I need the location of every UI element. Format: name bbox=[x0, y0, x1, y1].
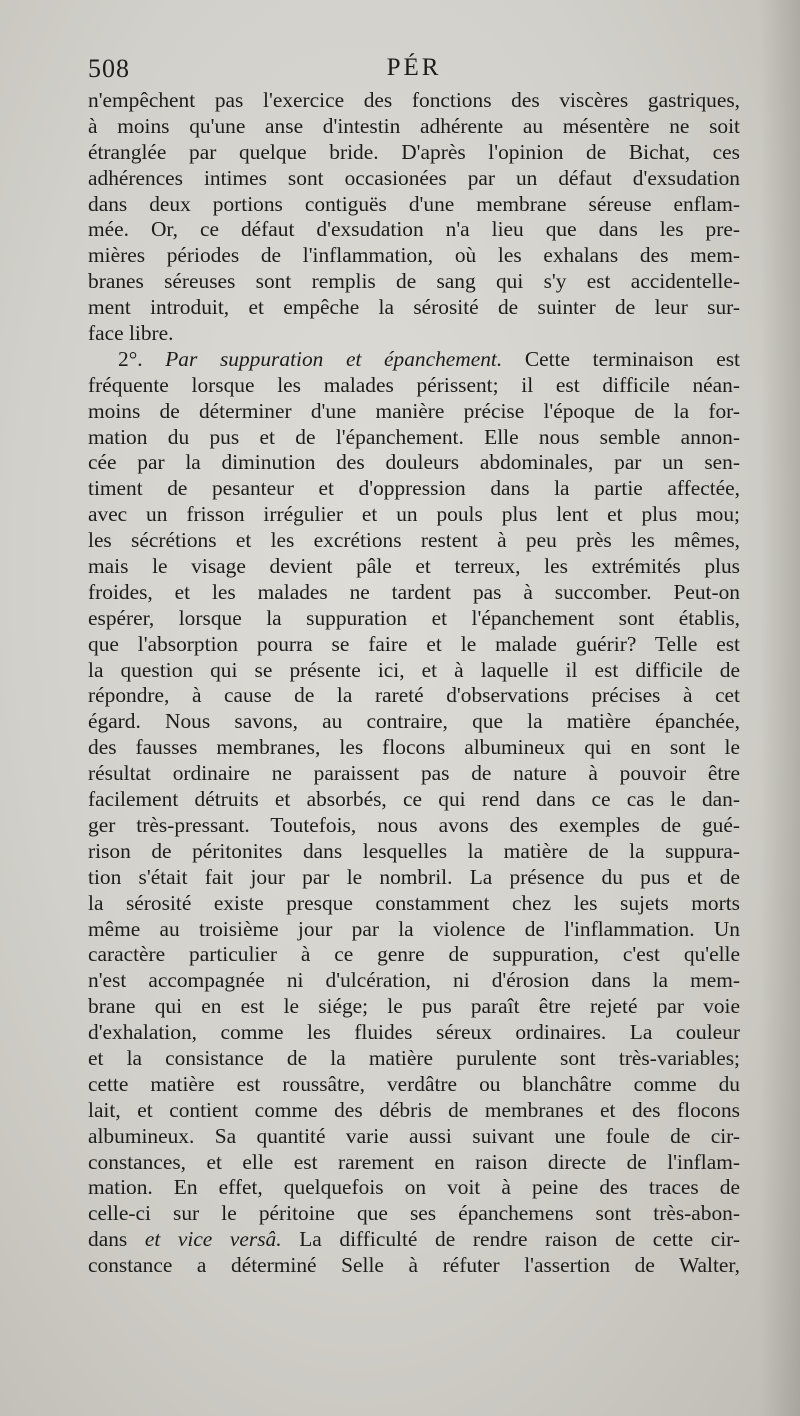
text-segment: constances, et elle est rarement en raison directe de l'inflam- bbox=[88, 1149, 740, 1174]
text-line bbox=[88, 528, 740, 554]
text-segment: répondre, à cause de la rareté d'observations précises à cet bbox=[88, 683, 740, 708]
text-segment: face libre. bbox=[88, 321, 174, 346]
body-text bbox=[88, 88, 740, 1279]
italic-text: Par suppuration et épanchement. bbox=[165, 346, 503, 371]
text-segment: dans bbox=[88, 1227, 145, 1252]
text-segment: ger très-pressant. Toutefois, nous avons des exemples de gué- bbox=[88, 812, 740, 837]
text-segment: branes séreuses sont remplis de sang qui s'y est accidentelle- bbox=[88, 269, 740, 294]
text-line bbox=[88, 1072, 740, 1098]
text-line bbox=[88, 580, 740, 606]
text-segment: espérer, lorsque la suppuration et l'épanchement sont établis, bbox=[88, 605, 740, 630]
page-header bbox=[88, 54, 740, 88]
text-line bbox=[88, 321, 740, 347]
text-line bbox=[88, 1150, 740, 1176]
text-segment: des fausses membranes, les flocons albumineux qui en sont le bbox=[88, 735, 740, 760]
text-segment: albumineux. Sa quantité varie aussi suivant une foule de cir- bbox=[88, 1123, 740, 1148]
text-segment: 2°. bbox=[118, 346, 166, 371]
text-line bbox=[88, 865, 740, 891]
text-line bbox=[88, 683, 740, 709]
text-line bbox=[88, 1124, 740, 1150]
text-line bbox=[88, 192, 740, 218]
text-segment: caractère particulier à ce genre de suppuration, c'est qu'elle bbox=[88, 942, 740, 967]
text-segment: résultat ordinaire ne paraissent pas de nature à pouvoir être bbox=[88, 761, 740, 786]
italic-text: et vice versâ. bbox=[144, 1227, 282, 1252]
text-segment: rison de péritonites dans lesquelles la matière de la suppura- bbox=[88, 838, 740, 863]
text-line bbox=[88, 735, 740, 761]
text-segment: celle-ci sur le péritoine que ses épanchemens sont très-abon- bbox=[88, 1201, 740, 1226]
text-line bbox=[88, 166, 740, 192]
text-segment: froides, et les malades ne tardent pas à succomber. Peut-on bbox=[88, 579, 740, 604]
text-segment: moins de déterminer d'une manière précise l'époque de la for- bbox=[88, 398, 740, 423]
text-segment: constance a déterminé Selle à réfuter l'assertion de Walter, bbox=[88, 1253, 740, 1278]
text-segment: étranglée par quelque bride. D'après l'opinion de Bichat, ces bbox=[88, 139, 740, 164]
text-line bbox=[88, 787, 740, 813]
text-line bbox=[88, 917, 740, 943]
text-segment: égard. Nous savons, au contraire, que la matière épanchée, bbox=[88, 709, 740, 734]
text-line bbox=[88, 450, 740, 476]
text-segment: timent de pesanteur et d'oppression dans la partie affectée, bbox=[88, 476, 740, 501]
text-segment: mais le visage devient pâle et terreux, les extrémités plus bbox=[88, 554, 740, 579]
text-segment: la sérosité existe presque constamment chez les sujets morts bbox=[88, 890, 740, 915]
text-segment: mation du pus et de l'épanchement. Elle nous semble annon- bbox=[88, 424, 740, 449]
text-segment: mières périodes de l'inflammation, où les exhalans des mem- bbox=[88, 243, 740, 268]
text-line bbox=[88, 709, 740, 735]
text-line bbox=[88, 243, 740, 269]
text-line bbox=[88, 399, 740, 425]
text-segment: lait, et contient comme des débris de membranes et des flocons bbox=[88, 1097, 740, 1122]
text-segment: n'empêchent pas l'exercice des fonctions des viscères gastriques, bbox=[88, 88, 740, 112]
text-line bbox=[88, 217, 740, 243]
text-line bbox=[88, 942, 740, 968]
text-segment: n'est accompagnée ni d'ulcération, ni d'érosion dans la mem- bbox=[88, 968, 740, 993]
text-line bbox=[88, 1046, 740, 1072]
text-segment: adhérences intimes sont occasionées par un défaut d'exsudation bbox=[88, 165, 740, 190]
text-line bbox=[88, 88, 740, 114]
text-segment: tion s'était fait jour par le nombril. La présence du pus et de bbox=[88, 864, 740, 889]
text-segment: mation. En effet, quelquefois on voit à peine des traces de bbox=[88, 1175, 740, 1200]
text-line bbox=[88, 839, 740, 865]
text-line bbox=[88, 891, 740, 917]
text-segment: la question qui se présente ici, et à laquelle il est difficile de bbox=[88, 657, 740, 682]
text-line bbox=[88, 347, 740, 373]
text-segment: facilement détruits et absorbés, ce qui rend dans ce cas le dan- bbox=[88, 787, 740, 812]
text-line bbox=[88, 295, 740, 321]
text-line bbox=[88, 1253, 740, 1279]
text-line bbox=[88, 813, 740, 839]
text-segment: dans deux portions contiguës d'une membrane séreuse enflam- bbox=[88, 191, 740, 216]
text-line bbox=[88, 1175, 740, 1201]
text-segment: cette matière est roussâtre, verdâtre ou blanchâtre comme du bbox=[88, 1071, 740, 1096]
text-line bbox=[88, 1020, 740, 1046]
page-edge-shadow bbox=[760, 0, 800, 1416]
text-line bbox=[88, 502, 740, 528]
text-segment: ment introduit, et empêche la sérosité de suinter de leur sur- bbox=[88, 295, 740, 320]
text-line bbox=[88, 1098, 740, 1124]
text-segment: brane qui en est le siége; le pus paraît être rejeté par voie bbox=[88, 994, 740, 1019]
text-line bbox=[88, 761, 740, 787]
text-line bbox=[88, 632, 740, 658]
text-line bbox=[88, 994, 740, 1020]
text-segment: La difficulté de rendre raison de cette cir- bbox=[281, 1227, 740, 1252]
text-segment: les sécrétions et les excrétions restent à peu près les mêmes, bbox=[88, 528, 740, 553]
text-segment: et la consistance de la matière purulente sont très-variables; bbox=[88, 1045, 740, 1070]
text-segment: mée. Or, ce défaut d'exsudation n'a lieu que dans les pre- bbox=[88, 217, 740, 242]
text-segment: cée par la diminution des douleurs abdominales, par un sen- bbox=[88, 450, 740, 475]
text-segment: fréquente lorsque les malades périssent; il est difficile néan- bbox=[88, 372, 740, 397]
text-segment: que l'absorption pourra se faire et le malade guérir? Telle est bbox=[88, 631, 740, 656]
text-segment: même au troisième jour par la violence de l'inflammation. Un bbox=[88, 916, 740, 941]
text-segment: d'exhalation, comme les fluides séreux ordinaires. La couleur bbox=[88, 1020, 740, 1045]
running-head: PÉR bbox=[386, 54, 442, 81]
text-line bbox=[88, 1201, 740, 1227]
text-line bbox=[88, 114, 740, 140]
text-line bbox=[88, 425, 740, 451]
text-line bbox=[88, 373, 740, 399]
text-segment: à moins qu'une anse d'intestin adhérente au mésentère ne soit bbox=[88, 113, 740, 138]
text-line bbox=[88, 554, 740, 580]
text-segment: avec un frisson irrégulier et un pouls plus lent et plus mou; bbox=[88, 502, 740, 527]
page-number: 508 bbox=[88, 54, 130, 83]
text-line bbox=[88, 1227, 740, 1253]
text-line bbox=[88, 606, 740, 632]
text-line bbox=[88, 968, 740, 994]
text-line bbox=[88, 658, 740, 684]
text-segment: Cette terminaison est bbox=[502, 346, 740, 371]
text-line bbox=[88, 140, 740, 166]
text-line bbox=[88, 269, 740, 295]
text-line bbox=[88, 476, 740, 502]
